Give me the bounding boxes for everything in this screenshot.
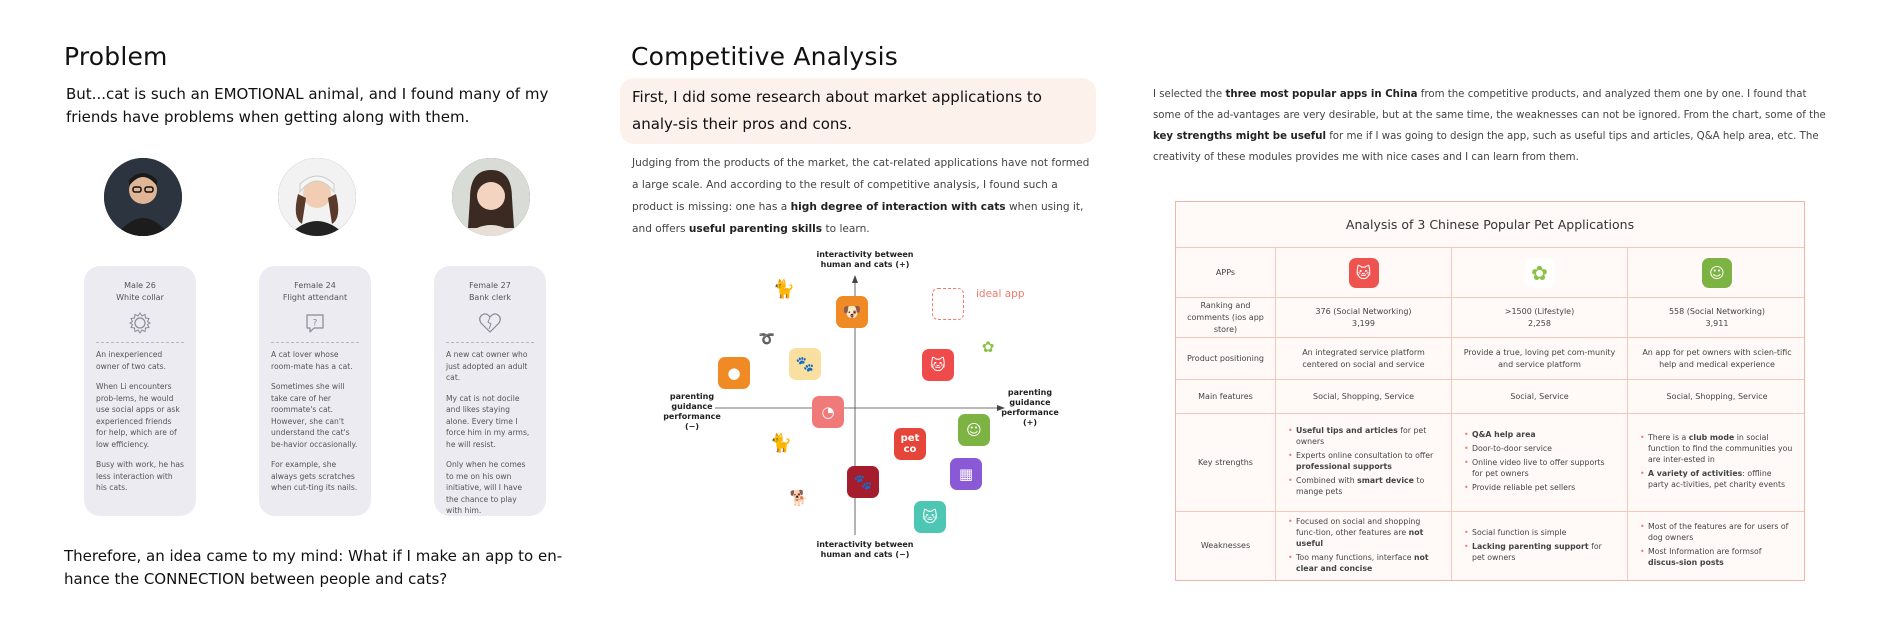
list-item: • Most Information are formsof discus-sion posts xyxy=(1640,546,1794,568)
table-cell xyxy=(1452,248,1628,297)
body-bold: key strengths might be useful xyxy=(1153,131,1326,142)
persona-text: Busy with work, he has less interaction with his cats. xyxy=(96,460,184,492)
comments-count: 3,199 xyxy=(1352,318,1375,328)
row-label: Product positioning xyxy=(1176,338,1276,379)
axis-label-top: interactivity between human and cats (+) xyxy=(816,250,914,269)
body-text: for me if I was going to design the app, such as useful tips and articles, Q&A help area, etc. The creativity of these modules provides me with nice cases and I can learn from them. xyxy=(1153,131,1819,163)
petco-label: pet co xyxy=(900,433,920,455)
weaknesses-list xyxy=(1288,516,1439,577)
red-pet-app-icon: 🐱 xyxy=(922,349,954,381)
svg-text:?: ? xyxy=(312,318,318,329)
divider xyxy=(271,342,359,343)
table-cell xyxy=(1628,512,1806,580)
list-item: • Provide reliable pet sellers xyxy=(1464,482,1615,493)
row-label: Ranking and comments (ios app store) xyxy=(1176,298,1276,337)
yellow-paw-app-icon: 🐾 xyxy=(789,348,821,380)
green-dog-app-icon: ☺ xyxy=(958,414,990,446)
competitive-body xyxy=(632,152,1092,240)
weaknesses-list xyxy=(1640,521,1794,571)
maroon-paw-app-icon: 🐾 xyxy=(847,466,879,498)
green-paw-icon: ✿ xyxy=(1525,258,1555,288)
table-cell xyxy=(1276,248,1452,297)
list-item: • Q&A help area xyxy=(1464,429,1615,440)
teal-cat-app-icon: 🐱 xyxy=(914,501,946,533)
table-cell xyxy=(1276,414,1452,511)
dog-face-app-icon: 🐶 xyxy=(836,296,868,328)
callout-text: First, I did some research about market applications to analy-sis their pros and cons. xyxy=(632,88,1042,133)
analysis-table xyxy=(1175,201,1805,581)
table-cell xyxy=(1452,512,1628,580)
body-text: to learn. xyxy=(822,223,870,235)
table-cell xyxy=(1452,298,1628,337)
divider xyxy=(96,342,184,343)
table-cell: An app for pet owners with scien-tific help and medical experience xyxy=(1642,347,1792,369)
problem-intro: But...cat is such an EMOTIONAL animal, and I found many of my friends have problems when getting along with them. xyxy=(66,85,549,126)
body-text: from the competitive products, and analyzed them one by one. I found that some of the ad-vantages are very desirable, but at the same time, the weaknesses can not be ignored. From the chart, some of the xyxy=(1153,89,1826,121)
green-dog-face-icon: ☺ xyxy=(1702,258,1732,288)
comments-count: 3,911 xyxy=(1705,318,1729,328)
strengths-list xyxy=(1288,425,1439,500)
gear-icon xyxy=(127,310,153,336)
list-item: • Most of the features are for users of dog owners xyxy=(1640,521,1794,543)
body-bold: three most popular apps in China xyxy=(1225,89,1418,100)
axis-label-left: parenting guidance performance (−) xyxy=(663,392,721,431)
avatar xyxy=(278,158,356,236)
row-label: Key strengths xyxy=(1176,414,1276,511)
list-item: • Focused on social and shopping func-tion, other features are not useful xyxy=(1288,516,1439,549)
list-item: • Combined with smart device to mange pets xyxy=(1288,475,1439,497)
body-bold: useful parenting skills xyxy=(688,223,823,235)
persona-text: An inexperienced owner of two cats. xyxy=(96,350,167,371)
persona-text: A new cat owner who just adopted an adult cat. xyxy=(446,350,528,382)
table-row xyxy=(1176,298,1804,338)
row-label: Weaknesses xyxy=(1176,512,1276,580)
persona-gender-age: Male 26 xyxy=(124,281,156,290)
table-row xyxy=(1176,414,1804,512)
weaknesses-list xyxy=(1464,527,1615,566)
table-cell xyxy=(1628,298,1806,337)
divider xyxy=(446,342,534,343)
persona-card xyxy=(434,266,546,516)
table-cell: Social, Service xyxy=(1452,380,1628,413)
persona-job: White collar xyxy=(116,293,164,302)
orange-dog-app-icon: ● xyxy=(718,357,750,389)
avatar xyxy=(452,158,530,236)
list-item: • Online video live to offer supports for pet owners xyxy=(1464,457,1615,479)
rainbow-app-icon: ▦ xyxy=(950,458,982,490)
persona-text: When Li encounters prob-lems, he would use social apps or ask experienced friends for help, which are of low efficiency. xyxy=(96,382,180,449)
persona-gender-age: Female 24 xyxy=(294,281,336,290)
petco-app-icon xyxy=(894,428,926,460)
axis-label-right: parenting guidance performance (+) xyxy=(1001,388,1059,427)
green-leash-app-icon: ➰ xyxy=(751,323,783,355)
comments-count: 2,258 xyxy=(1528,318,1551,328)
callout xyxy=(620,78,1096,144)
arrow-up xyxy=(852,275,858,283)
list-item: • Lacking parenting support for pet owners xyxy=(1464,541,1615,563)
table-row xyxy=(1176,338,1804,380)
cat-silhouette-app-icon: 🐈 xyxy=(768,273,800,305)
table-cell: An integrated service platform centered on social and service xyxy=(1276,338,1452,379)
list-item: • Door-to-door service xyxy=(1464,443,1615,454)
strengths-list xyxy=(1464,429,1615,496)
table-row xyxy=(1176,380,1804,414)
persona-text: Sometimes she will take care of her roommate's cat. However, she can't understand the cat's be-havior occasionally. xyxy=(271,382,358,449)
question-bubble-icon xyxy=(302,310,328,336)
persona-gender-age: Female 27 xyxy=(469,281,511,290)
ideal-app-placeholder xyxy=(932,288,964,320)
table-cell xyxy=(1276,512,1452,580)
list-item: • A variety of activities: offline party ac-tivities, pet charity events xyxy=(1640,468,1794,490)
pink-pet-app-icon: ◔ xyxy=(812,396,844,428)
green-paw-app-icon: ✿ xyxy=(972,331,1004,363)
table-cell xyxy=(1628,414,1806,511)
body-text: Judging from the products of the market, the cat-related applications have not formed a large scale. And according to the result of competitive analysis, I found such a product is missing: one has a xyxy=(632,157,1090,213)
row-label: APPs xyxy=(1176,248,1276,297)
table-row xyxy=(1176,512,1804,580)
table-row xyxy=(1176,248,1804,298)
competitive-title: Competitive Analysis xyxy=(631,42,898,71)
body-text: I selected the xyxy=(1153,89,1226,100)
list-item: • Experts online consultation to offer professional supports xyxy=(1288,450,1439,472)
strengths-list xyxy=(1640,432,1794,493)
red-cat-face-icon: 🐱 xyxy=(1349,258,1379,288)
persona-text: My cat is not docile and likes staying alone. Every time I force him in my arms, he will resist. xyxy=(446,393,530,449)
analysis-intro xyxy=(1153,84,1833,168)
axis-label-bottom: interactivity between human and cats (−) xyxy=(816,540,914,559)
table-cell: Social, Shopping, Service xyxy=(1666,391,1768,401)
table-cell xyxy=(1628,248,1806,297)
table-cell xyxy=(1276,298,1452,337)
list-item: • There is a club mode in social function to find the communities you are inter-ested in xyxy=(1640,432,1794,465)
row-label: Main features xyxy=(1176,380,1276,413)
table-cell xyxy=(1452,414,1628,511)
avatar xyxy=(104,158,182,236)
persona-text: Only when he comes to me on his own initiative, will I have the chance to play with him. xyxy=(446,460,526,515)
problem-outro: Therefore, an idea came to my mind: What if I make an app to en-hance the CONNECTION between people and cats? xyxy=(64,547,563,588)
ranking-text: >1500 (Lifestyle) xyxy=(1504,306,1575,316)
table-cell: Social, Shopping, Service xyxy=(1276,380,1452,413)
table-title: Analysis of 3 Chinese Popular Pet Applications xyxy=(1176,202,1804,248)
persona-job: Flight attendant xyxy=(282,293,348,302)
persona-job: Bank clerk xyxy=(468,293,512,302)
persona-text: For example, she always gets scratches when cut-ting its nails. xyxy=(271,460,358,492)
table-cell: Provide a true, loving pet com-munity and service platform xyxy=(1452,338,1628,379)
problem-title: Problem xyxy=(64,42,168,71)
broken-heart-icon xyxy=(477,310,503,336)
persona-text: A cat lover whose room-mate has a cat. xyxy=(271,350,353,371)
persona-card xyxy=(259,266,371,516)
body-bold: high degree of interaction with cats xyxy=(790,201,1006,213)
ideal-app-label: ideal app xyxy=(976,288,1025,300)
black-cat-app-icon: 🐈 xyxy=(765,427,797,459)
list-item: • Useful tips and articles for pet owners xyxy=(1288,425,1439,447)
ranking-text: 558 (Social Networking) xyxy=(1668,306,1766,316)
red-dog-app-icon: 🐕 xyxy=(783,482,815,514)
list-item: • Social function is simple xyxy=(1464,527,1615,538)
persona-card xyxy=(84,266,196,516)
list-item: • Too many functions, interface not clear and concise xyxy=(1288,552,1439,574)
ranking-text: 376 (Social Networking) xyxy=(1315,306,1412,316)
body-text: when using it, and offers xyxy=(632,201,1084,235)
